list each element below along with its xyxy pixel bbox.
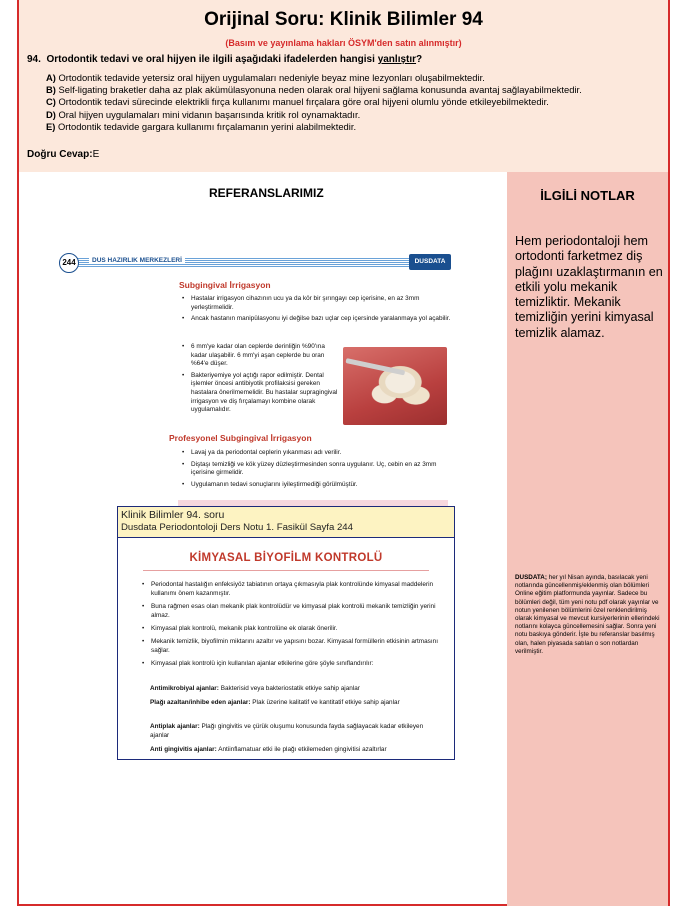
dusdata-logo: DUSDATA	[409, 254, 451, 270]
option-text: Self-ligating braketler daha az plak akümülasyonuna neden olarak oral hijyeni sağlama konusunda avantaj sağlayabilmektedir.	[58, 84, 582, 96]
page-frame	[17, 0, 670, 906]
agent-class	[150, 684, 444, 693]
option-letter: E)	[46, 120, 56, 132]
reference-page-header	[59, 253, 446, 273]
list-item: • 6 mm'ye kadar olan ceplerde derinliğin %90'ına kadar ulaşabilir. 6 mm'yi aşan ceplerde bu oran %64'e düşer.	[182, 343, 340, 369]
notes-text: Hem periodontaloji hem ortodonti farketmez diş plağını uzaklaştırmanın en etkili yolu mekanik temizliktir. Mekanik temizliğin yerini kimyasal temizlik alamaz.	[515, 234, 663, 340]
subgingival-list-2	[182, 343, 340, 418]
list-item: • Hastalar irrigasyon cihazının ucu ya da kör bir şırıngayı cep içerisine, en az 3mm yerleştirmelidir.	[182, 295, 452, 312]
source-book: Dusdata Periodontoloji Ders Notu 1. Fasikül Sayfa 244	[121, 522, 353, 533]
question-stem	[27, 54, 422, 65]
heading-professional: Profesyonel Subgingival İrrigasyon	[169, 433, 312, 443]
agent-class	[150, 698, 444, 707]
option-e	[46, 121, 582, 133]
agent-class-text: Plağı gingivitis ve çürük oluşumu konusunda fayda sağlayacak kadar etkileyen ajanlar	[150, 723, 424, 739]
correct-answer	[27, 149, 99, 160]
dusdata-label: DUSDATA;	[515, 574, 547, 581]
page-number-badge: 244	[59, 253, 79, 273]
source-question: Klinik Bilimler 94. soru	[121, 509, 225, 521]
agent-class-text: Antiinflamatuar etki ile plağı etkilemeden gingivitisi azaltırlar	[218, 746, 387, 753]
option-letter: C)	[46, 96, 56, 108]
agent-class-label: Anti gingivitis ajanlar:	[150, 746, 217, 753]
correct-answer-label: Doğru Cevap:	[27, 149, 93, 160]
list-item: • Periodontal hastalığın enfeksiyöz tabiatının ortaya çıkmasıyla plak kontrolünde kimyasal maddelerin kullanımı önem kazanmıştır.	[142, 580, 442, 598]
option-text: Ortodontik tedavide gargara kullanımı fırçalamanın yerini alabilmektedir.	[57, 120, 357, 132]
option-b	[46, 84, 582, 96]
biofilm-list	[142, 580, 442, 672]
question-title: Orijinal Soru: Klinik Bilimler 94	[204, 9, 483, 30]
dental-photo	[343, 347, 447, 425]
option-letter: B)	[46, 84, 56, 96]
option-letter: D)	[46, 108, 56, 120]
list-item: • Bakteriyemiye yol açtığı rapor edilmiştir. Dental işlemler öncesi antibiyotik profilaksisi gereken hastalara önerilmemelidir. Bu hastalar supragingival irrigasyon ve diş fırçalamayı kombine olarak uygulamalıdır.	[182, 372, 340, 415]
reference-page-244	[56, 250, 456, 512]
question-number: 94.	[27, 54, 41, 65]
biofilm-title: KİMYASAL BİYOFİLM KONTROLÜ	[189, 552, 383, 564]
dusdata-text: her yıl Nisan ayında, basılacak yeni notlarında güncellenmiş/eklenmiş olan bölümleri Online eğitim platformunda yayınlar. Sadece bu bölümleri değil, tüm yeni notu pdf olarak yayınlar ve notun yenilenen bölümlerini özel renklendirilmiş olarak kimyasal ve mevcut kursiyerlerinin ellerindeki notlarını kolayca güncellemesini sağlar. Sonra yeni notu baskıya gönderir. İşte bu referanslar basılmış olan, halen piyasada satılan o son notlardan verilmiştir.	[515, 574, 660, 655]
title-rule	[143, 570, 429, 571]
question-stem-text: Ortodontik tedavi ve oral hijyen ile ilgili aşağıdaki ifadelerden hangisi	[46, 54, 375, 65]
list-item: • Mekanik temizlik, biyofilmin miktarını azaltır ve yapısını bozar. Kimyasal formüllerin etkisinin artmasını sağlar.	[142, 637, 442, 655]
dusdata-note	[515, 574, 665, 656]
list-item: • Uygulamanın tedavi sonuçlarını iyileştirmediği görülmüştür.	[182, 481, 452, 490]
list-item: • Buna rağmen esas olan mekanik plak kontrolüdür ve kimyasal plak kontrolü mekanik temizliğin yerini almaz.	[142, 602, 442, 620]
question-stem-end: ?	[416, 54, 423, 65]
list-item: • Kimyasal plak kontrolü, mekanik plak kontrolüne ek olarak önerilir.	[142, 624, 442, 633]
list-item: • Kimyasal plak kontrolü için kullanılan ajanlar etkilerine göre şöyle sınıflandırılır:	[142, 659, 442, 668]
correct-answer-value: E	[92, 149, 100, 160]
list-item: • Ancak hastanın manipülasyonu iyi değilse bazı uçlar cep içersinde yaralanmaya yol açabilir.	[182, 315, 452, 324]
professional-list	[182, 449, 452, 492]
question-stem-emphasis: yanlıştır	[377, 54, 417, 65]
agent-class-label: Plağı azaltan/inhibe eden ajanlar:	[150, 699, 251, 706]
agent-class-text: Bakterisid veya bakteriostatik etkiye sahip ajanlar	[220, 685, 360, 692]
copyright-note: (Basım ve yayınlama hakları ÖSYM'den satın alınmıştır)	[225, 38, 462, 48]
option-a	[46, 72, 582, 84]
option-letter: A)	[46, 72, 56, 83]
header-brand: DUS HAZIRLIK MERKEZLERİ	[89, 257, 185, 264]
agent-class-label: Antimikrobiyal ajanlar:	[150, 685, 219, 692]
notes-panel	[507, 172, 668, 906]
option-text: Oral hijyen uygulamaları mini vidanın başarısında kritik rol oynamaktadır.	[58, 108, 361, 120]
agent-class	[150, 722, 444, 740]
subgingival-list	[182, 295, 452, 327]
notes-title: İLGİLİ NOTLAR	[540, 188, 635, 203]
option-c	[46, 96, 582, 108]
answer-options	[46, 72, 582, 133]
agent-class-text: Plak üzerine kalitatif ve kantitatif etkiye sahip ajanlar	[252, 699, 400, 706]
heading-subgingival: Subgingival İrrigasyon	[179, 280, 271, 290]
agent-class	[150, 745, 444, 754]
option-d	[46, 109, 582, 121]
list-item: • Lavaj ya da periodontal ceplerin yıkanması adı verilir.	[182, 449, 452, 458]
agent-class-label: Antiplak ajanlar:	[150, 723, 200, 730]
option-text: Ortodontik tedavi sürecinde elektrikli fırça kullanımı manuel fırçalara göre oral hijyeni olumlu yönde etkileyebilmektedir.	[58, 96, 549, 108]
list-item: • Diştaşı temizliği ve kök yüzey düzleştirmesinden sonra uygulanır. Uç, cebin en az 3mm içerisine girmelidir.	[182, 461, 452, 478]
references-title: REFERANSLARIMIZ	[209, 186, 324, 200]
reference-page-biofilm	[117, 538, 455, 760]
option-text: Ortodontik tedavide yetersiz oral hijyen uygulamaları nedeniyle beyaz mine lezyonları oluşabilmektedir.	[58, 72, 485, 83]
question-panel	[19, 0, 668, 172]
source-label	[117, 506, 455, 538]
